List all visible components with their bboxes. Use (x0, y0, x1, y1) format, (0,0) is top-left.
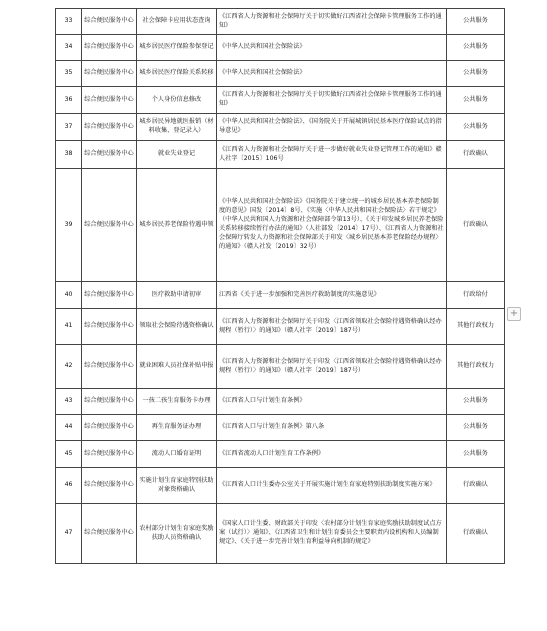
table-row (56, 468, 505, 504)
service-type-cell: 公共服务 (447, 9, 505, 35)
table-row (56, 35, 505, 61)
service-type-cell: 公共服务 (447, 441, 505, 468)
dept-cell: 综合便民服务中心 (82, 35, 137, 61)
table-row (56, 504, 505, 564)
dept-cell: 综合便民服务中心 (82, 345, 137, 389)
table-body (56, 9, 505, 564)
table-row (56, 309, 505, 345)
service-type-cell: 行政确认 (447, 468, 505, 504)
item-name-cell: 实施计划生育家庭特别扶助对象资格确认 (137, 468, 217, 504)
table-row (56, 114, 505, 141)
item-name-cell: 城乡居民医疗保险关系转移 (137, 61, 217, 87)
row-number: 40 (56, 282, 82, 309)
table-row (56, 441, 505, 468)
legal-basis-cell: 《国家人口计生委、财政部关于印发〈农村部分计划生育家庭奖励扶助制度试点方案（试行）〉通知》、《江西省卫生和计划生育委员会主要职责内设机构和人员编制规定》、《关于进一步完善计划生育利益导向机制的规定》 (217, 504, 447, 564)
table-row (56, 169, 505, 282)
dept-cell: 综合便民服务中心 (82, 282, 137, 309)
legal-basis-cell: 《江西省人力资源和社会保障厅关于切实做好江西省社会保障卡管理服务工作的通知》 (217, 9, 447, 35)
row-number: 43 (56, 389, 82, 415)
item-name-cell: 城乡居民异地就医报销（材料收集、登记录入） (137, 114, 217, 141)
service-type-cell: 行政确认 (447, 169, 505, 282)
table-row (56, 345, 505, 389)
legal-basis-cell: 《中华人民共和国社会保险法》、《国务院关于开展城镇居民基本医疗保险试点的指导意见》 (217, 114, 447, 141)
item-name-cell: 城乡居民养老保险待遇申领 (137, 169, 217, 282)
service-type-cell: 公共服务 (447, 87, 505, 114)
item-name-cell: 医疗救助申请初审 (137, 282, 217, 309)
row-number: 45 (56, 441, 82, 468)
table-row (56, 87, 505, 114)
row-number: 42 (56, 345, 82, 389)
row-number: 33 (56, 9, 82, 35)
legal-basis-cell: 《江西省人力资源和社会保障厅关于印发〈江西省领取社会保险待遇资格确认经办规程（暂行）〉的通知》（赣人社字〔2019〕187号） (217, 345, 447, 389)
row-number: 39 (56, 169, 82, 282)
service-type-cell: 公共服务 (447, 415, 505, 441)
row-number: 41 (56, 309, 82, 345)
legal-basis-cell: 《江西省人力资源和社会保障厅关于切实做好江西省社会保障卡管理服务工作的通知》 (217, 87, 447, 114)
row-number: 36 (56, 87, 82, 114)
service-type-cell: 行政确认 (447, 141, 505, 169)
row-number: 34 (56, 35, 82, 61)
item-name-cell: 再生育服务证办理 (137, 415, 217, 441)
dept-cell: 综合便民服务中心 (82, 504, 137, 564)
legal-basis-cell: 《江西省人力资源和社会保障厅关于印发〈江西省领取社会保险待遇资格确认经办规程（暂行）〉的通知》（赣人社字〔2019〕187号） (217, 309, 447, 345)
dept-cell: 综合便民服务中心 (82, 9, 137, 35)
dept-cell: 综合便民服务中心 (82, 468, 137, 504)
service-type-cell: 其他行政权力 (447, 309, 505, 345)
dept-cell: 综合便民服务中心 (82, 169, 137, 282)
legal-basis-cell: 《江西省人口计生委办公室关于开展实施计划生育家庭特别扶助制度实施方案》 (217, 468, 447, 504)
table-row (56, 389, 505, 415)
item-name-cell: 社会保障卡应用状态查询 (137, 9, 217, 35)
dept-cell: 综合便民服务中心 (82, 415, 137, 441)
dept-cell: 综合便民服务中心 (82, 441, 137, 468)
legal-basis-cell: 《江西省人口与计划生育条例》第八条 (217, 415, 447, 441)
item-name-cell: 流动人口婚育证明 (137, 441, 217, 468)
dept-cell: 综合便民服务中心 (82, 87, 137, 114)
item-name-cell: 就业失业登记 (137, 141, 217, 169)
legal-basis-cell: 《中华人民共和国社会保险法》 (217, 35, 447, 61)
service-type-cell: 行政给付 (447, 282, 505, 309)
item-name-cell: 个人身份信息修改 (137, 87, 217, 114)
service-type-cell: 公共服务 (447, 389, 505, 415)
item-name-cell: 领取社会保险待遇资格确认 (137, 309, 217, 345)
legal-basis-cell: 《中华人民共和国社会保险法》 (217, 61, 447, 87)
service-type-cell: 其他行政权力 (447, 345, 505, 389)
dept-cell: 综合便民服务中心 (82, 61, 137, 87)
legal-basis-cell: 《江西省流动人口计划生育工作条例》 (217, 441, 447, 468)
item-name-cell: 一孩二孩生育服务卡办理 (137, 389, 217, 415)
legal-basis-cell: 《中华人民共和国社会保险法》《国务院关于建立统一的城乡居民基本养老保险制度的意见》国发〔2014〕8号、《实施〈中华人民共和国社会保险法〉若干规定》（中华人民共和国人力资源和社会保障部令第13号）、《关于印发城乡居民养老保险关系转移接续暂行办法的通知》（人社部发〔2014〕17号）、《江西省人力资源和社会保障厅转发人力资源和社会保障部关于印发〈城乡居民基本养老保险经办规程〉的通知》（赣人社发〔2019〕32号） (217, 169, 447, 282)
service-type-cell: 行政确认 (447, 504, 505, 564)
dept-cell: 综合便民服务中心 (82, 389, 137, 415)
dept-cell: 综合便民服务中心 (82, 141, 137, 169)
item-name-cell: 农村部分计划生育家庭奖励扶助人员资格确认 (137, 504, 217, 564)
service-type-cell: 公共服务 (447, 114, 505, 141)
item-name-cell: 就业困难人员社保补贴申报 (137, 345, 217, 389)
table-row (56, 282, 505, 309)
row-number: 47 (56, 504, 82, 564)
legal-basis-cell: 江西省《关于进一步加强和完善医疗救助制度的实施意见》 (217, 282, 447, 309)
table-row (56, 415, 505, 441)
legal-basis-cell: 《江西省人口与计划生育条例》 (217, 389, 447, 415)
service-type-cell: 公共服务 (447, 35, 505, 61)
row-number: 38 (56, 141, 82, 169)
table-row (56, 141, 505, 169)
row-number: 35 (56, 61, 82, 87)
table-row (56, 61, 505, 87)
row-number: 46 (56, 468, 82, 504)
service-list-table (55, 8, 505, 564)
item-name-cell: 城乡居民医疗保险参保登记 (137, 35, 217, 61)
dept-cell: 综合便民服务中心 (82, 309, 137, 345)
table-row (56, 9, 505, 35)
add-row-button[interactable]: + (507, 307, 521, 321)
service-type-cell: 公共服务 (447, 61, 505, 87)
row-number: 44 (56, 415, 82, 441)
legal-basis-cell: 《江西省人力资源和社会保障厅关于进一步做好就业失业登记管理工作的通知》赣人社字〔2015〕106号 (217, 141, 447, 169)
row-number: 37 (56, 114, 82, 141)
dept-cell: 综合便民服务中心 (82, 114, 137, 141)
